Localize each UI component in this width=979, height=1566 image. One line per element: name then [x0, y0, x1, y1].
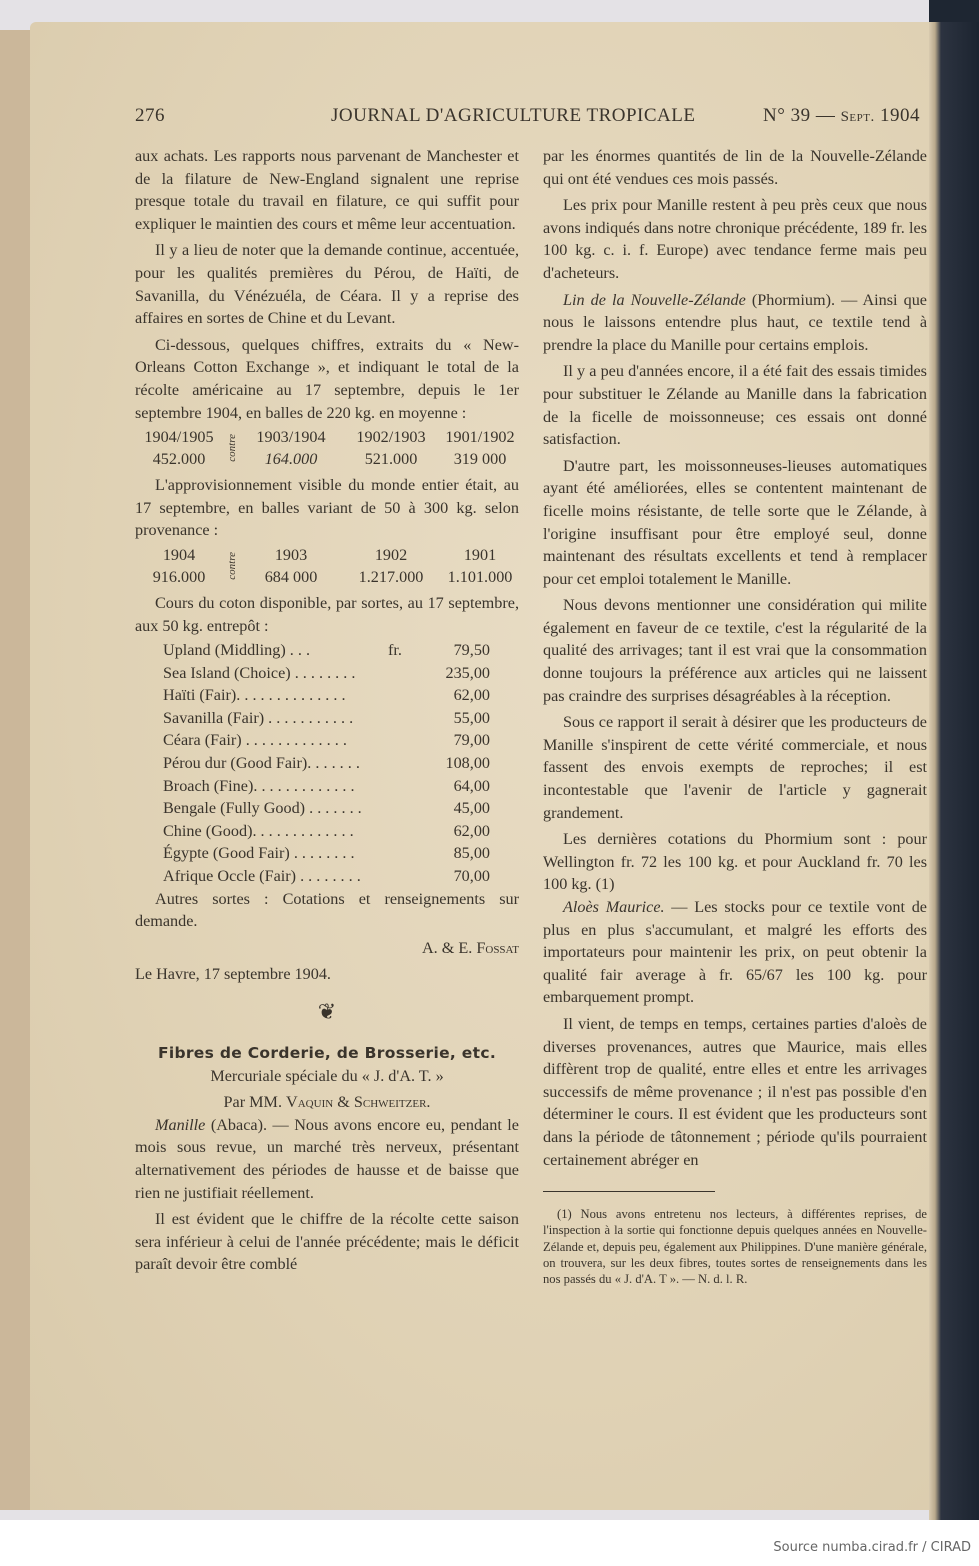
left-column	[135, 145, 519, 1276]
journal-title: JOURNAL D'AGRICULTURE TROPICALE	[331, 105, 696, 126]
page-number: 276	[135, 105, 165, 126]
contre-label: contre	[226, 552, 238, 580]
supply-value: 1.217.000	[358, 567, 424, 586]
section-subtitle: Mercuriale spéciale du « J. d'A. T. »	[210, 1066, 444, 1085]
price-row: Chine (Good). . . . . . . . . . . . . 62,00	[163, 821, 490, 840]
paragraph: Lin de la Nouvelle-Zélande (Phormium). — Ainsi que nous le laissons entendre plus haut, ce textile tend à prendre la place du Manille pour certains emplois.	[543, 290, 927, 354]
fleuron-ornament-icon: ❦	[317, 999, 337, 1024]
paragraph: Il vient, de temps en temps, certaines parties d'aloès de diverses provenances, autres que Maurice, mais elles diffèrent trop de qualité, entre elles et entre les arrivages successifs de même provenance ; il n'est pas possible d'en déterminer le cours. Il est évident que les producteurs sont dans la période de tâtonnement ; période qu'ils pourraient certainement abréger en	[543, 1014, 927, 1169]
supply-value: 684 000	[264, 567, 318, 586]
price-row: Afrique Occle (Fair) . . . . . . . . 70,00	[163, 867, 490, 886]
price-row: Sea Island (Choice) . . . . . . . . 235,00	[163, 663, 490, 682]
price-row: Broach (Fine). . . . . . . . . . . . . 64,00	[163, 776, 490, 795]
paragraph: Nous devons mentionner une considération qui milite également en faveur de ce textile, c'est la régularité de la qualité des arrivages; tant il est vrai que la consommation donne toujours la préférence aux articles qui ne laissent pas craindre des surprises désagréables à la réception.	[543, 596, 927, 705]
paragraph: Aloès Maurice. — Les stocks pour ce textile vont de plus en plus s'accumulant, et malgré les efforts des importateurs pour maintenir les prix, on peut obtenir la qualité fair average à fr. 65/67 les 100 kg. pour embarquement prompt.	[543, 898, 927, 1007]
harvest-value: 164.000	[264, 450, 318, 469]
price-row: Haïti (Fair). . . . . . . . . . . . . . 62,00	[163, 686, 490, 705]
harvest-value: 452.000	[152, 450, 206, 469]
source-credit: Source numba.cirad.fr / CIRAD	[773, 1540, 971, 1555]
right-column	[543, 145, 927, 1287]
book-binding	[929, 0, 979, 1520]
section-byline: Par MM. Vaquin & Schweitzer.	[223, 1093, 431, 1112]
harvest-year: 1901/1902	[445, 428, 515, 447]
section-title: Fibres de Corderie, de Brosserie, etc.	[157, 1044, 497, 1062]
supply-value: 916.000	[152, 567, 206, 586]
issue-prefix: N° 39 —	[763, 105, 836, 126]
paragraph: Autres sortes : Cotations et renseignements sur demande.	[135, 889, 519, 931]
footnote: (1) Nous avons entretenu nos lecteurs, à différentes reprises, de l'inspection à la sortie qui fonctionne depuis quelques années en Nouvelle-Zélande et, depuis peu, également aux Philippines. D'une manière générale, on trouvera, sur les deux fibres, toutes sortes de renseignements dans les nos passés du « J. d'A. T ». — N. d. l. R.	[543, 1207, 927, 1286]
paragraph: Il est évident que le chiffre de la récolte cette saison sera inférieur à celui de l'année précédente; mais le déficit paraît devoir être comblé	[135, 1210, 519, 1274]
harvest-table	[135, 426, 519, 470]
price-row: Céara (Fair) . . . . . . . . . . . . . 79,00	[163, 731, 490, 750]
footnote-rule	[543, 1191, 715, 1192]
price-row: Savanilla (Fair) . . . . . . . . . . . 55,00	[163, 708, 490, 727]
price-row: Upland (Middling) . . . fr. 79,50	[163, 641, 490, 660]
supply-year: 1903	[274, 545, 308, 564]
page-header	[135, 105, 920, 129]
supply-table	[135, 544, 519, 588]
harvest-value: 521.000	[364, 450, 418, 469]
issue-year: 1904	[880, 105, 920, 126]
paragraph: L'approvisionnement visible du monde entier était, au 17 septembre, en balles variant de 50 à 300 kg. selon provenance :	[135, 476, 519, 540]
paragraph: Cours du coton disponible, par sortes, au 17 septembre, aux 50 kg. entrepôt :	[135, 593, 519, 635]
paragraph: Sous ce rapport il serait à désirer que les producteurs de Manille s'inspirent de cette vérité commerciale, et nous fassent des envois exempts de reproches; il est incontestable que l'avenir de l'article y gagnerait grandement.	[543, 713, 927, 822]
harvest-year: 1904/1905	[144, 428, 214, 447]
paragraph: Manille (Abaca). — Nous avons encore eu, pendant le mois sous revue, un marché très nerveux, présentant alternativement des périodes de hausse et de baisse que rien ne justifiait réellement.	[135, 1115, 519, 1202]
paragraph: Ci-dessous, quelques chiffres, extraits du « New-Orleans Cotton Exchange », et indiquant le total de la récolte américaine au 17 septembre, depuis le 1er septembre 1904, en balles de 220 kg. en moyenne :	[135, 335, 519, 422]
issue-info	[763, 105, 920, 127]
signature: A. & E. Fossat	[421, 938, 519, 957]
paragraph: Les dernières cotations du Phormium sont : pour Wellington fr. 72 les 100 kg. et pour Auckland fr. 70 les 100 kg. (1)	[543, 830, 927, 894]
supply-year: 1904	[162, 545, 196, 564]
paragraph: D'autre part, les moissonneuses-lieuses automatiques ayant été améliorées, elles se contentent maintenant de ficelle moins résistante, de telle sorte que le Zélande, à l'origine insuffisant pour être employé seul, donne maintenant des résultats excellents et tend à remplacer pour cet emploi totalement le Manille.	[543, 456, 927, 588]
paragraph: Il y a peu d'années encore, il a été fait des essais timides pour substituer le Zélande au Manille dans la fabrication de la ficelle de moissonneuse; ces essais ont donné satisfaction.	[543, 362, 927, 449]
price-row: Égypte (Good Fair) . . . . . . . . 85,00	[163, 844, 490, 863]
supply-year: 1901	[463, 545, 497, 564]
price-row: Pérou dur (Good Fair). . . . . . . 108,00	[163, 754, 490, 773]
supply-year: 1902	[374, 545, 408, 564]
harvest-year: 1903/1904	[256, 428, 326, 447]
paragraph: Les prix pour Manille restent à peu près ceux que nous avons indiqués dans notre chronique précédente, 189 fr. les 100 kg. c. i. f. Europe) avec tendance ferme mais peu d'acheteurs.	[543, 196, 927, 282]
price-row: Bengale (Fully Good) . . . . . . . 45,00	[163, 799, 490, 818]
paragraph: Il y a lieu de noter que la demande continue, accentuée, pour les qualités premières du Pérou, de Haïti, de Savanilla, du Vénézuéla, de Céara. Il y a reprise des affaires en sortes de Chine et du Levant.	[135, 241, 519, 328]
harvest-value: 319 000	[453, 450, 507, 469]
dateline: Le Havre, 17 septembre 1904.	[135, 965, 331, 984]
supply-value: 1.101.000	[447, 567, 513, 586]
issue-month: Sept.	[840, 109, 875, 125]
paragraph: par les énormes quantités de lin de la Nouvelle-Zélande qui ont été vendues ces mois passés.	[543, 147, 927, 188]
cotton-price-list	[163, 639, 519, 888]
paragraph: aux achats. Les rapports nous parvenant de Manchester et de la filature de New-England signalent une reprise presque totale du travail en filature, ce qui suffit pour expliquer le maintien des cours et même leur accentuation.	[135, 147, 519, 233]
book-binding-top	[929, 0, 979, 22]
harvest-year: 1902/1903	[356, 428, 426, 447]
contre-label: contre	[226, 434, 238, 462]
